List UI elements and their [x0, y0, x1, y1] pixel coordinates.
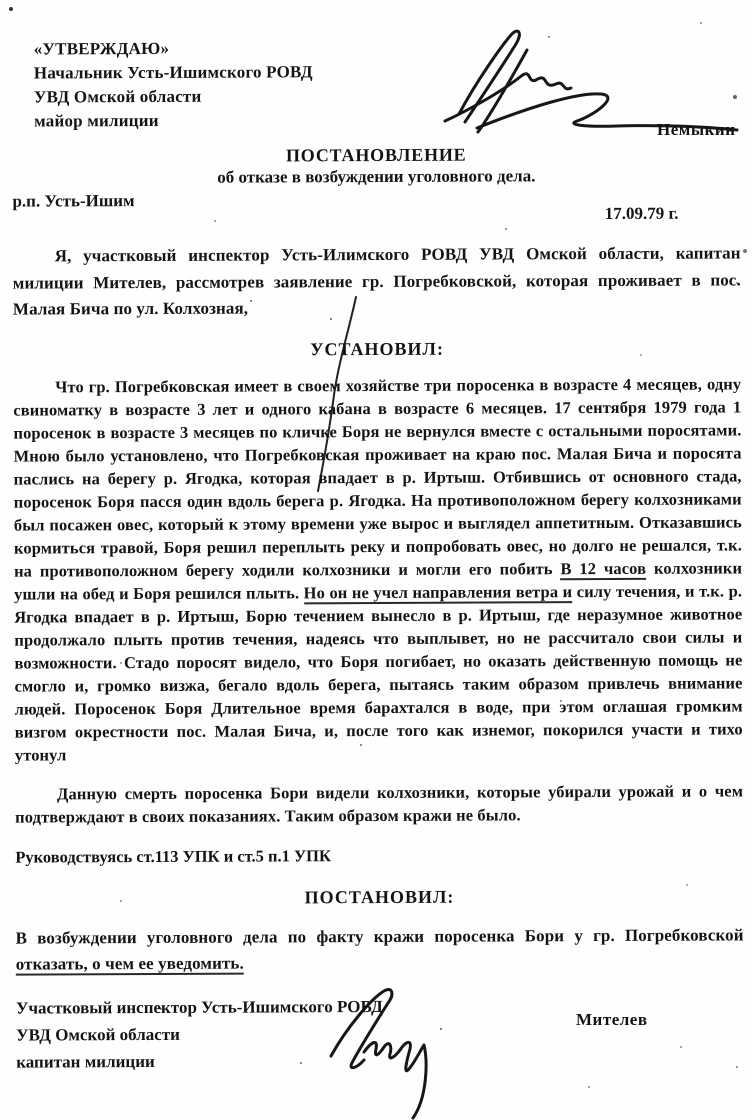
decision-paragraph: В возбуждении уголовного дела по факту кражи поросенка Бори у гр. Погребковской отказать, о чем ее уведомить.	[15, 924, 744, 974]
place-label: р.п. Усть-Ишим	[12, 191, 135, 211]
ustanovil-heading: УСТАНОВИЛ:	[310, 338, 444, 359]
date-label: 17.09.79 г.	[604, 203, 679, 223]
postanovil-heading: ПОСТАНОВИЛ:	[304, 886, 455, 907]
death-witnesses-paragraph: Данную смерть поросенка Бори видели колхозники, которые убирали урожай и о чем подтверждают в своих показаниях. Таким образом кражи не было.	[15, 781, 744, 827]
approval-rank: майор милиции	[34, 110, 159, 131]
approval-stamp: «УТВЕРЖДАЮ»	[33, 38, 170, 59]
approval-chief-title: Начальник Усть-Ишимского РОВД	[33, 62, 313, 83]
legal-basis-line: Руководствуясь ст.113 УПК и ст.5 п.1 УПК	[15, 845, 331, 867]
mitelev-name: Мителев	[576, 1010, 648, 1029]
officer-title: Участковый инспектор Усть-Ишимского РОВД	[15, 996, 383, 1018]
approval-department: УВД Омской области	[33, 86, 202, 107]
intro-paragraph: Я, участковый инспектор Усть-Илимского РОВД УВД Омской области, капитан милиции Мителев, рассмотрев заявление гр. Погребковской, которая проживает в пос. Малая Бича по ул. Колхозная,	[12, 243, 741, 319]
document-title: ПОСТАНОВЛЕНИЕ	[285, 144, 467, 166]
officer-signature-block	[16, 991, 744, 1075]
approval-header	[34, 36, 394, 134]
title-block	[12, 142, 740, 189]
officer-rank: капитан милиции	[16, 1051, 155, 1072]
place-date-row	[12, 188, 740, 226]
officer-department: УВД Омской области	[16, 1024, 180, 1045]
nemykin-name: Немыкин	[657, 120, 736, 139]
document-subtitle: об отказе в возбуждении уголовного дела.	[217, 166, 536, 187]
body-paragraph: Что гр. Погребковская имеет в своем хозяйстве три поросенка в возрасте 4 месяцев, одну свиноматку в возрасте 3 лет и одного кабана в возрасте 6 месяцев. 17 сентября 1979 года 1 поросенок в возрасте 3 месяцев по кличке Боря не вернулся вместе с остальными поросятами. Мною было установлено, что Погребковская проживает на краю пос. Малая Бича и поросята паслись на берегу р. Ягодка, которая впадает в р. Иртыш. Отбившись от основного стада, поросенок Боря пасся один вдоль берега р. Ягодка. На противоположном берегу колхозниками был посажен овес, который к этому времени уже вырос и выглядел аппетитным. Отказавшись кормиться травой, Боря решил переплыть реку и попробовать овес, но долго не решался, т.к. на противоположном берегу ходили колхозники и могли его побить В 12 часов колхозники ушли на обед и Боря решился плыть. Но он не учел направления ветра и силу течения, и т.к. р. Ягодка впадает в р. Иртыш, Борю течением вынесло в р. Иртыш, где неразумное животное продолжало плыть против течения, надеясь что выплывет, но не рассчитало свои силы и возможности. Стадо поросят видело, что Боря погибает, но оказать действенную помощь не смогло и, громко визжа, бегало вдоль берега, пытаясь таким образом привлечь внимание людей. Поросенок Боря Длительное время барахтался в воде, при этом оглашая громким визгом окрестности пос. Малая Бича, и, после того как изнемог, покорился участи и тихо утонул	[13, 373, 743, 765]
